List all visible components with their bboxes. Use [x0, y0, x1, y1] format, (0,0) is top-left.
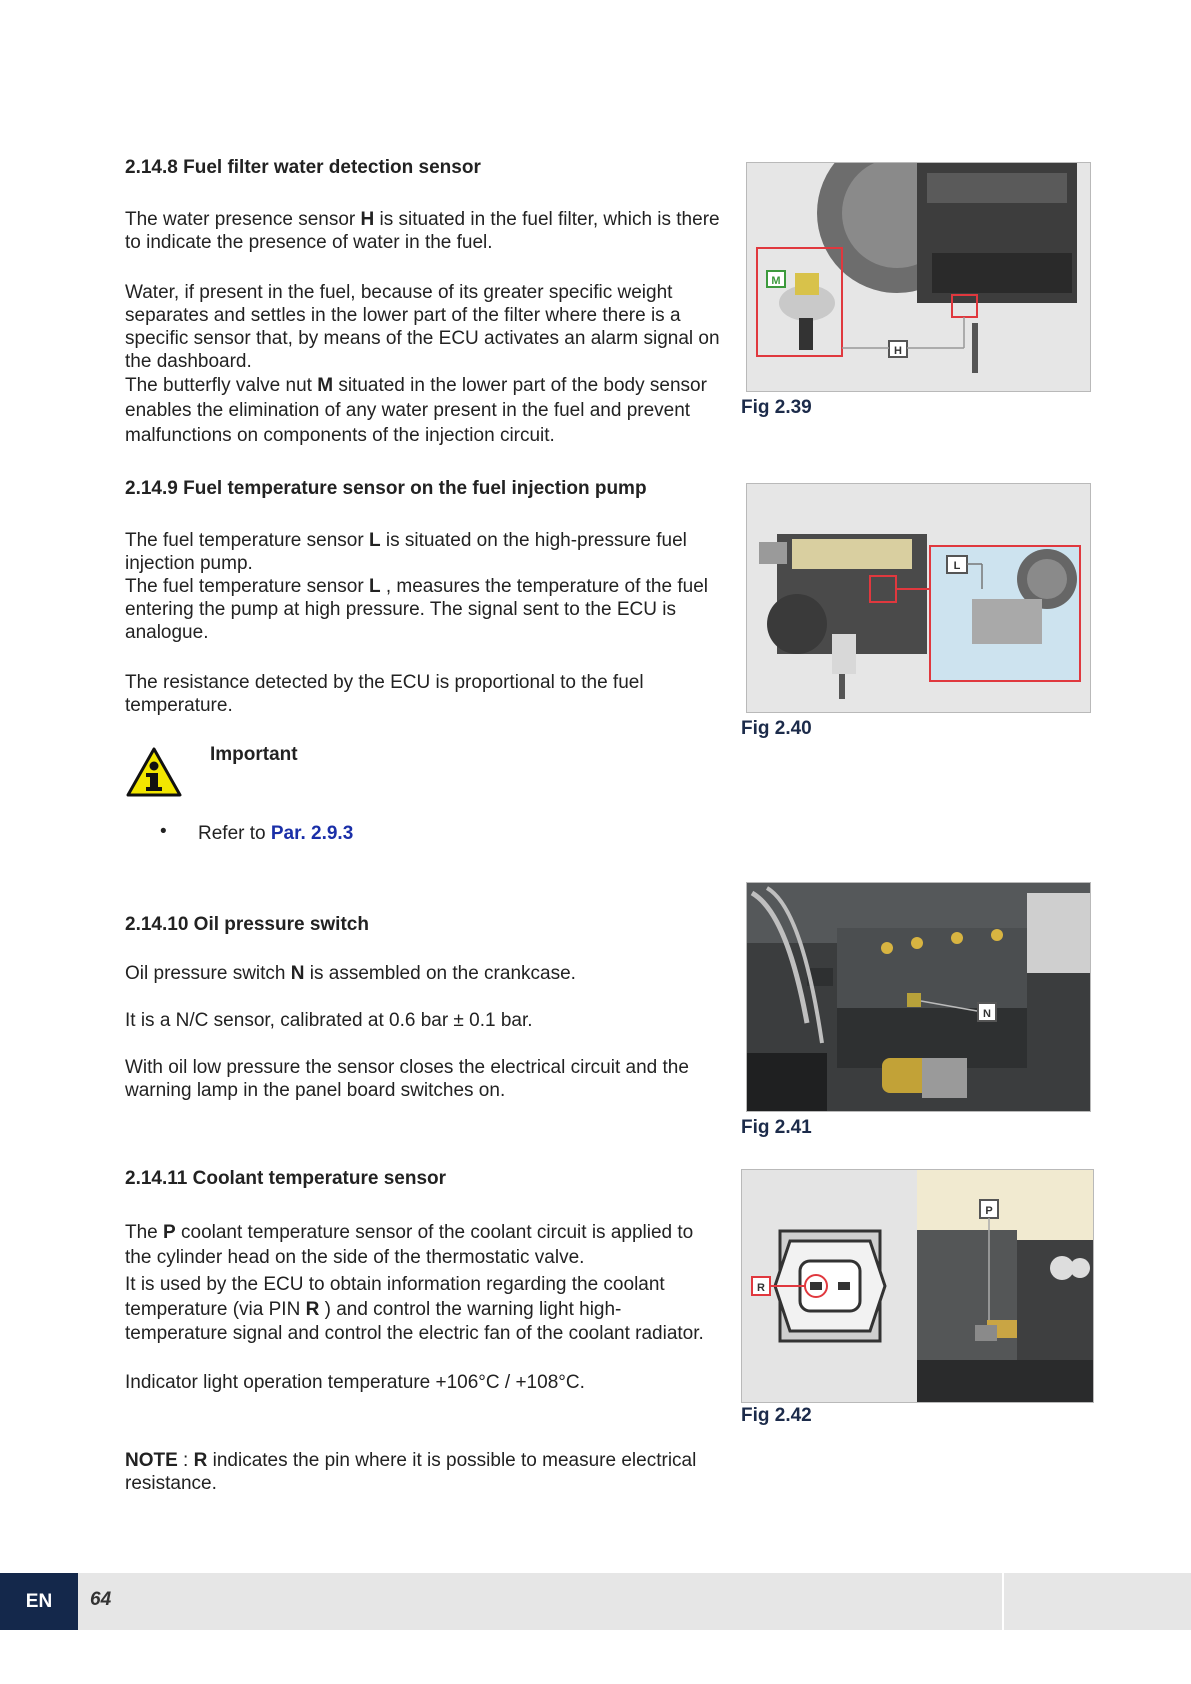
figure-label-h: H: [894, 345, 902, 357]
text: The: [125, 1222, 164, 1243]
text: Oil pressure switch: [125, 963, 291, 984]
footer-divider: [1002, 1573, 1004, 1630]
paragraph: [125, 671, 721, 717]
paragraph: [125, 1273, 721, 1347]
section-heading-2-14-9: 2.14.9 Fuel temperature sensor on the fuel injection pump: [125, 478, 647, 499]
text: With oil low pressure the sensor closes the electrical circuit and the warning lamp in the panel board switches on.: [125, 1057, 689, 1101]
text: The butterfly valve nut: [125, 375, 318, 396]
page-number: 64: [90, 1589, 112, 1610]
note-label: NOTE: [125, 1450, 178, 1471]
text: Indicator light operation temperature +106°C / +108°C.: [125, 1372, 585, 1393]
text: , measures the temperature of the fuel entering the pump at high pressure. The signal sent to the ECU is analogue.: [125, 576, 708, 643]
bullet-item: [198, 822, 353, 845]
paragraph: [125, 373, 721, 448]
note-paragraph: [125, 1449, 721, 1495]
text: It is used by the ECU to obtain information regarding the coolant temperature (via PIN: [125, 1274, 665, 1320]
figure-label-p: P: [985, 1205, 993, 1217]
label-ref: L: [368, 530, 381, 551]
section-heading-2-14-11: 2.14.11 Coolant temperature sensor: [125, 1168, 447, 1189]
text: is situated in the fuel filter, which is there to indicate the presence of water in the fuel.: [125, 209, 720, 253]
text: coolant temperature sensor of the coolant circuit is applied to the cylinder head on the side of the thermostatic valve.: [125, 1222, 694, 1268]
figure-image-2-42: [741, 1169, 1094, 1403]
label-ref: L: [368, 576, 381, 597]
figure-label-l: L: [953, 560, 961, 572]
label-ref: H: [360, 209, 375, 230]
label-ref: R: [193, 1450, 208, 1471]
important-label: Important: [210, 744, 298, 765]
label-ref: R: [305, 1298, 320, 1320]
warning-info-icon: [125, 746, 183, 798]
par-2-9-3-link[interactable]: Par. 2.9.3: [270, 823, 354, 844]
section-heading-2-14-8: 2.14.8 Fuel filter water detection sensor: [125, 157, 481, 178]
paragraph: [125, 529, 721, 575]
footer-bar: [0, 1573, 1191, 1630]
text: The fuel temperature sensor: [125, 530, 369, 551]
section-heading-2-14-10: 2.14.10 Oil pressure switch: [125, 914, 369, 935]
text: :: [177, 1450, 194, 1471]
footer-language: EN: [0, 1573, 78, 1630]
text: ) and control the warning light high-temperature signal and control the electric fan of the coolant radiator.: [125, 1298, 704, 1344]
figure-image-2-41: [746, 882, 1091, 1112]
paragraph: [125, 1371, 721, 1394]
bullet-icon: •: [160, 821, 167, 842]
figure-image-2-40: [746, 483, 1091, 713]
figure-label-n: N: [983, 1008, 991, 1020]
label-ref: M: [317, 375, 334, 396]
paragraph: [125, 1220, 721, 1270]
figure-caption-2-40: Fig 2.40: [741, 718, 812, 739]
text: The water presence sensor: [125, 209, 361, 230]
paragraph: [125, 281, 721, 373]
figure-caption-2-39: Fig 2.39: [741, 397, 812, 418]
figure-label-r: R: [757, 1282, 765, 1294]
text: The resistance detected by the ECU is proportional to the fuel temperature.: [125, 672, 644, 716]
text: Refer to: [198, 823, 271, 844]
text: The fuel temperature sensor: [125, 576, 369, 597]
label-ref: N: [290, 963, 305, 984]
text: is situated on the high-pressure fuel injection pump.: [125, 530, 687, 574]
paragraph: [125, 962, 721, 985]
text: is assembled on the crankcase.: [304, 963, 576, 984]
paragraph: [125, 1009, 721, 1032]
text: situated in the lower part of the body sensor enables the elimination of any water present in the fuel and prevent malfunctions on components of the injection circuit.: [125, 375, 707, 446]
paragraph: [125, 1056, 721, 1102]
text: It is a N/C sensor, calibrated at 0.6 bar ± 0.1 bar.: [125, 1010, 533, 1031]
paragraph: [125, 575, 721, 644]
label-ref: P: [163, 1222, 176, 1243]
figure-label-m: M: [771, 275, 781, 287]
figure-image-2-39: [746, 162, 1091, 392]
text: indicates the pin where it is possible to measure electrical resistance.: [125, 1450, 697, 1494]
figure-caption-2-42: Fig 2.42: [741, 1405, 812, 1426]
figure-caption-2-41: Fig 2.41: [741, 1117, 812, 1138]
text: Water, if present in the fuel, because of its greater specific weight separates and settles in the lower part of the filter where there is a specific sensor that, by means of the ECU activates an alarm signal on the dashboard.: [125, 282, 720, 372]
paragraph: [125, 208, 721, 254]
